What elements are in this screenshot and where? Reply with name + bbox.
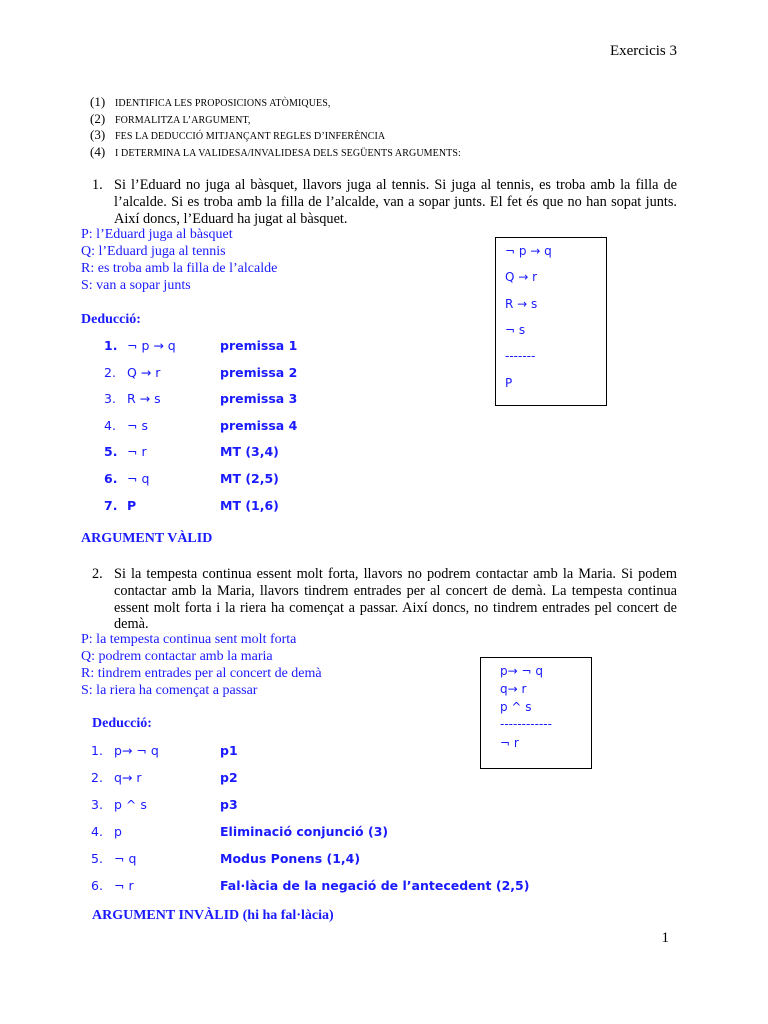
step-justification: premissa 2 xyxy=(220,365,298,380)
step-formula: R → s xyxy=(127,391,161,406)
step-justification: p3 xyxy=(220,797,238,812)
exercise-1-statement xyxy=(92,177,677,227)
deduction-step xyxy=(91,851,541,869)
exercise-2-number: 2. xyxy=(92,566,103,582)
deduction-step xyxy=(104,418,404,436)
step-formula: ¬ r xyxy=(127,444,147,459)
exercise-2-deduction-title: Deducció: xyxy=(92,716,152,731)
step-justification: premissa 4 xyxy=(220,418,298,433)
box-line: ¬ r xyxy=(500,736,519,750)
step-formula: p xyxy=(114,824,122,839)
deduction-step xyxy=(91,797,541,815)
step-justification: p2 xyxy=(220,770,238,785)
exercise-2-text: Si la tempesta continua essent molt forta, llavors no podrem contactar amb la Maria. Si podem contactar amb la Maria, llavors tindrem entrades per al concert de demà. La tempesta continua essent molt forta i la riera ha començat a passar. Així doncs, no tindrem entrades pel concert de demà. xyxy=(114,566,677,633)
deduction-step xyxy=(104,391,404,409)
deduction-step xyxy=(91,824,541,842)
step-number: 3. xyxy=(91,797,103,812)
step-formula: p ^ s xyxy=(114,797,147,812)
box-line: ¬ p → q xyxy=(505,244,552,258)
exercise-2-definition-p: P: la tempesta continua sent molt forta xyxy=(81,632,297,647)
step-number: 3. xyxy=(104,391,116,406)
step-formula: ¬ q xyxy=(114,851,137,866)
box-line: Q → r xyxy=(505,270,538,284)
step-formula: p→ ¬ q xyxy=(114,743,159,758)
exercise-1-deduction-title: Deducció: xyxy=(81,312,141,327)
exercise-1-verdict: ARGUMENT VÀLID xyxy=(81,531,213,546)
step-number: 5. xyxy=(104,444,118,459)
box-line: P xyxy=(505,376,513,390)
instruction-number: (2) xyxy=(90,111,106,126)
box-line: ------------ xyxy=(500,717,552,731)
exercise-1-formalization-box xyxy=(495,237,607,406)
step-justification: MT (2,5) xyxy=(220,471,279,486)
instruction-text: IDENTIFICA LES PROPOSICIONS ATÒMIQUES, xyxy=(115,98,331,109)
box-line: p ^ s xyxy=(500,700,532,714)
exercise-2-statement xyxy=(92,566,677,633)
step-justification: Fal·làcia de la negació de l’antecedent (2,5) xyxy=(220,878,530,893)
instruction-item xyxy=(90,94,331,110)
step-justification: MT (3,4) xyxy=(220,444,279,459)
box-line: ¬ s xyxy=(505,323,526,337)
step-formula: P xyxy=(127,498,137,513)
deduction-step xyxy=(104,471,404,489)
box-line: q→ r xyxy=(500,682,527,696)
exercise-1-definition-q: Q: l’Eduard juga al tennis xyxy=(81,244,226,259)
exercise-2-definition-q: Q: podrem contactar amb la maria xyxy=(81,649,273,664)
instruction-text: FES LA DEDUCCIÓ MITJANÇANT REGLES D’INFERÈNCIA xyxy=(115,131,386,142)
step-formula: q→ r xyxy=(114,770,142,785)
exercise-2-definition-s: S: la riera ha començat a passar xyxy=(81,683,258,698)
deduction-step xyxy=(104,498,404,516)
step-formula: ¬ q xyxy=(127,471,150,486)
step-justification: p1 xyxy=(220,743,238,758)
step-formula: Q → r xyxy=(127,365,161,380)
step-justification: Modus Ponens (1,4) xyxy=(220,851,361,866)
step-number: 1. xyxy=(104,338,118,353)
exercise-2-definition-r: R: tindrem entrades per al concert de demà xyxy=(81,666,322,681)
deduction-step xyxy=(91,743,541,761)
exercise-1-definition-p: P: l’Eduard juga al bàsquet xyxy=(81,227,233,242)
step-justification: premissa 1 xyxy=(220,338,298,353)
step-number: 1. xyxy=(91,743,103,758)
instruction-number: (3) xyxy=(90,127,106,142)
deduction-step xyxy=(91,770,541,788)
box-line: p→ ¬ q xyxy=(500,664,543,678)
instruction-item xyxy=(90,111,251,127)
step-formula: ¬ r xyxy=(114,878,134,893)
page-number: 1 xyxy=(661,930,669,946)
exercise-2-verdict: ARGUMENT INVÀLID (hi ha fal·làcia) xyxy=(92,908,334,923)
step-number: 6. xyxy=(91,878,103,893)
step-justification: Eliminació conjunció (3) xyxy=(220,824,389,839)
step-number: 7. xyxy=(104,498,118,513)
exercise-1-text: Si l’Eduard no juga al bàsquet, llavors juga al tennis. Si juga al tennis, es troba amb la filla de l’alcalde. Si es troba amb la filla de l’alcalde, van a sopar junts. El fet és que no han sopat junts. Així doncs, l’Eduard ha jugat al bàsquet. xyxy=(114,177,677,227)
exercise-1-number: 1. xyxy=(92,177,103,193)
step-justification: premissa 3 xyxy=(220,391,298,406)
step-number: 2. xyxy=(104,365,116,380)
exercise-1-definition-s: S: van a sopar junts xyxy=(81,278,191,293)
deduction-step xyxy=(104,338,404,356)
step-number: 5. xyxy=(91,851,103,866)
box-line: R → s xyxy=(505,297,538,311)
instruction-item xyxy=(90,127,385,143)
deduction-step xyxy=(104,365,404,383)
step-justification: MT (1,6) xyxy=(220,498,279,513)
step-number: 6. xyxy=(104,471,118,486)
step-number: 2. xyxy=(91,770,103,785)
step-formula: ¬ p → q xyxy=(127,338,176,353)
instruction-item xyxy=(90,144,461,160)
instruction-number: (1) xyxy=(90,94,106,109)
box-line: ------- xyxy=(505,349,536,363)
step-number: 4. xyxy=(104,418,116,433)
exercise-1-definition-r: R: es troba amb la filla de l’alcalde xyxy=(81,261,278,276)
step-number: 4. xyxy=(91,824,103,839)
page-header-title: Exercicis 3 xyxy=(609,43,677,59)
step-formula: ¬ s xyxy=(127,418,148,433)
deduction-step xyxy=(104,444,404,462)
deduction-step xyxy=(91,878,541,896)
instruction-text: I DETERMINA LA VALIDESA/INVALIDESA DELS SEGÜENTS ARGUMENTS: xyxy=(115,148,461,159)
instruction-number: (4) xyxy=(90,144,106,159)
instruction-text: FORMALITZA L’ARGUMENT, xyxy=(115,115,251,126)
